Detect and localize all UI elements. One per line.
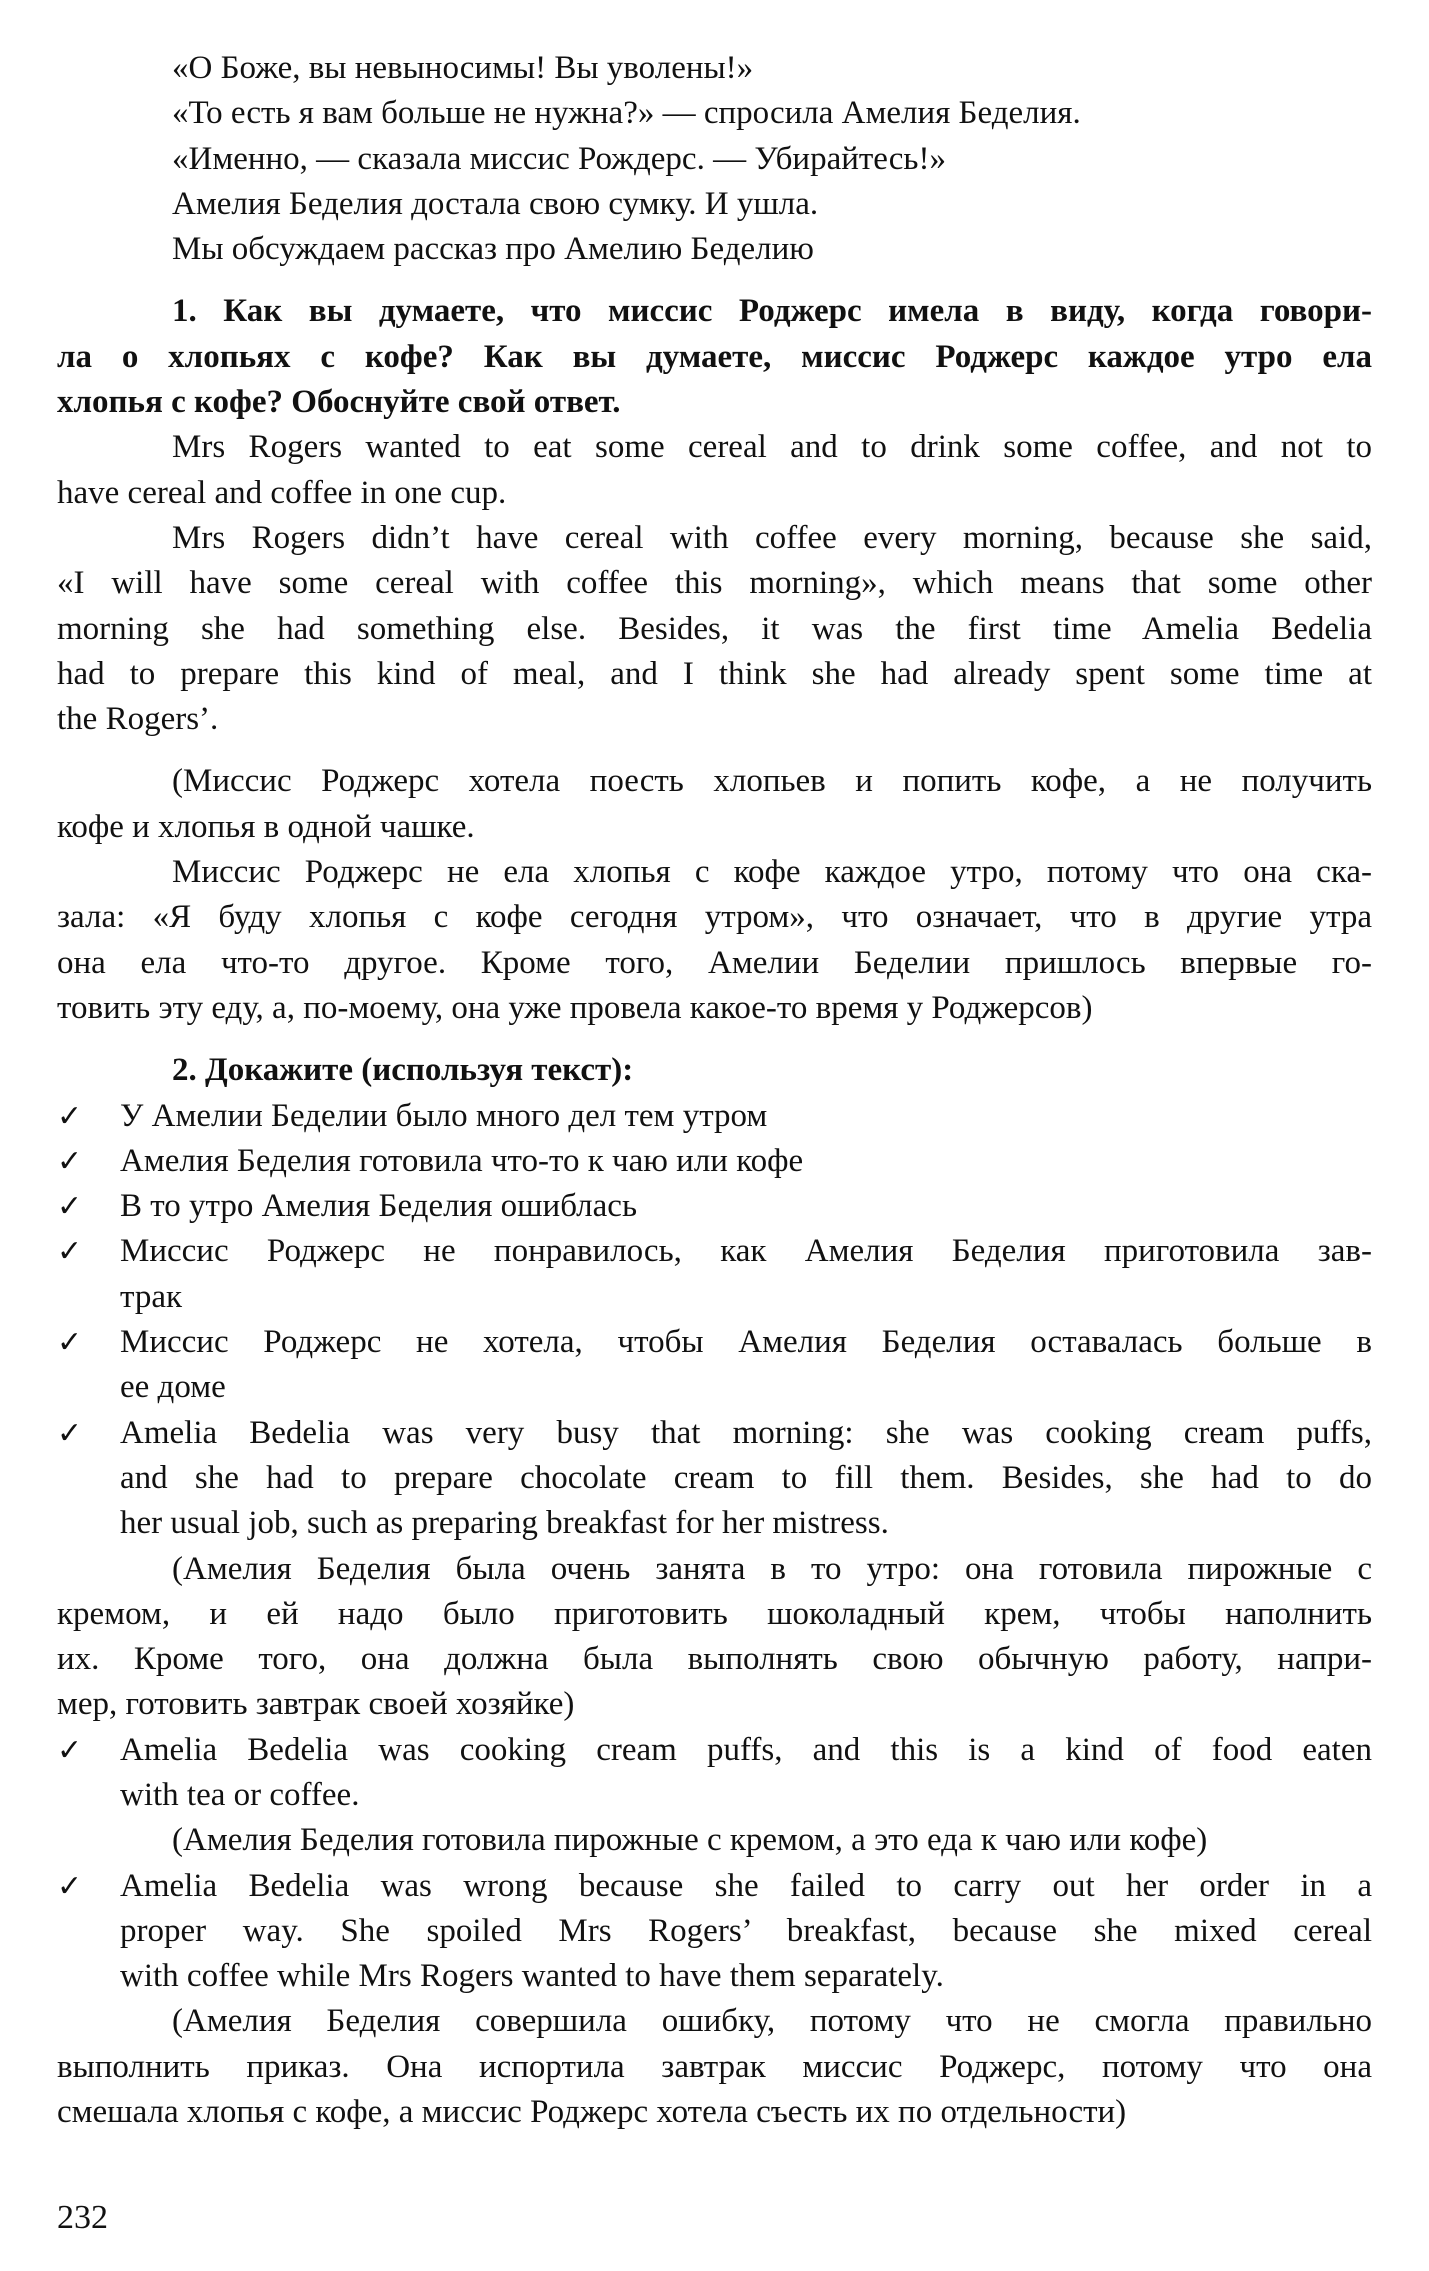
question-heading [57,1048,1372,1093]
text-line: Амелия Беделия готовила что-то к чаю или кофе [120,1142,804,1179]
text-line: with tea or coffee. [120,1776,360,1813]
checkmark-icon: ✓ [57,1099,83,1133]
text-line: 1. Как вы думаете, что миссис Роджерс имела в виду, когда говори- [172,293,1372,330]
checklist-item [57,1864,1372,2000]
paragraph [57,1547,1372,1728]
page-number: 232 [57,2199,108,2236]
checklist-item [57,1184,1372,1229]
checkmark-icon: ✓ [57,1144,83,1178]
text-line: Мы обсуждаем рассказ про Амелию Беделию [172,231,814,268]
text-line: Амелия Беделия достала свою сумку. И ушла. [172,185,819,222]
text-line: Mrs Rogers wanted to eat some cereal and to drink some coffee, and not to [172,429,1372,466]
paragraph [57,425,1372,516]
checklist-item [57,1094,1372,1139]
text-line: (Амелия Беделия была очень занята в то утро: она готовила пирожные с [172,1550,1372,1587]
checklist-item [57,1320,1372,1411]
text-line: «То есть я вам больше не нужна?» — спросила Амелия Беделия. [172,95,1081,132]
text-line: зала: «Я буду хлопья с кофе сегодня утром», что означает, что в другие утра [57,899,1372,936]
checkmark-icon: ✓ [57,1326,83,1360]
text-line: (Амелия Беделия готовила пирожные с кремом, а это еда к чаю или кофе) [172,1822,1208,1859]
paragraph [57,516,1372,742]
text-line: the Rogers’. [57,701,219,738]
checkmark-icon: ✓ [57,1869,83,1903]
text-line: morning she had something else. Besides, it was the first time Amelia Bedelia [57,610,1372,647]
text-line: трак [120,1278,183,1315]
paragraph [57,1999,1372,2135]
text-line: Mrs Rogers didn’t have cereal with coffee every morning, because she said, [172,519,1372,556]
text-line: Amelia Bedelia was wrong because she failed to carry out her order in a [120,1867,1372,1904]
checklist-item [57,1728,1372,1819]
checklist-item [57,1139,1372,1184]
question-heading [57,289,1372,425]
text-line: хлопья с кофе? Обоснуйте свой ответ. [57,384,621,421]
text-line: В то утро Амелия Беделия ошиблась [120,1188,637,1225]
text-line: had to prepare this kind of meal, and I think she had already spent some time at [57,655,1372,692]
paragraph [57,850,1372,1031]
checkmark-icon: ✓ [57,1416,83,1450]
checklist-item [57,1411,1372,1547]
checkmark-icon: ✓ [57,1235,83,1269]
text-line: товить эту еду, а, по-моему, она уже провела какое-то время у Роджерсов) [57,989,1093,1026]
checkmark-icon: ✓ [57,1733,83,1767]
text-line: «I will have some cereal with coffee this morning», which means that some other [57,565,1372,602]
paragraph [57,759,1372,850]
text-line: Миссис Роджерс не хотела, чтобы Амелия Беделия оставалась больше в [120,1324,1372,1361]
text-line: «О Боже, вы невыносимы! Вы уволены!» [172,50,754,86]
paragraph [57,46,1372,272]
text-line: ла о хлопьях с кофе? Как вы думаете, миссис Роджерс каждое утро ела [57,338,1372,375]
text-line: ее доме [120,1369,226,1406]
checkmark-icon: ✓ [57,1190,83,1224]
text-line: with coffee while Mrs Rogers wanted to have them separately. [120,1958,944,1995]
text-line: Amelia Bedelia was cooking cream puffs, and this is a kind of food eaten [120,1731,1372,1768]
text-line: кофе и хлопья в одной чашке. [57,808,475,845]
text-line: and she had to prepare chocolate cream to fill them. Besides, she had to do [120,1459,1372,1496]
text-line: У Амелии Беделии было много дел тем утром [120,1097,768,1134]
text-line: 2. Докажите (используя текст): [172,1052,634,1089]
paragraph [57,1818,1372,1863]
text-line: кремом, и ей надо было приготовить шоколадный крем, чтобы наполнить [57,1595,1372,1632]
text-line: proper way. She spoiled Mrs Rogers’ breakfast, because she mixed cereal [120,1912,1372,1949]
text-line: Миссис Роджерс не ела хлопья с кофе каждое утро, потому что она ска- [172,854,1372,891]
text-line: выполнить приказ. Она испортила завтрак миссис Роджерс, потому что она [57,2048,1372,2085]
text-line: «Именно, — сказала миссис Рождерс. — Убирайтесь!» [172,140,946,177]
text-line: (Миссис Роджерс хотела поесть хлопьев и попить кофе, а не получить [172,763,1372,800]
text-line: Amelia Bedelia was very busy that morning: she was cooking cream puffs, [120,1414,1372,1451]
text-line: смешала хлопья с кофе, а миссис Роджерс хотела съесть их по отдельности) [57,2094,1127,2131]
page-text [57,46,1372,2135]
text-line: Миссис Роджерс не понравилось, как Амелия Беделия приготовила зав- [120,1233,1372,1270]
text-line: она ела что-то другое. Кроме того, Амелии Беделии пришлось впервые го- [57,944,1372,981]
text-line: her usual job, such as preparing breakfast for her mistress. [120,1505,889,1542]
text-line: их. Кроме того, она должна была выполнять свою обычную работу, напри- [57,1641,1372,1678]
checklist-item [57,1229,1372,1320]
text-line: (Амелия Беделия совершила ошибку, потому что не смогла правильно [172,2003,1372,2040]
text-line: мер, готовить завтрак своей хозяйке) [57,1686,575,1723]
text-line: have cereal and coffee in one cup. [57,474,507,511]
